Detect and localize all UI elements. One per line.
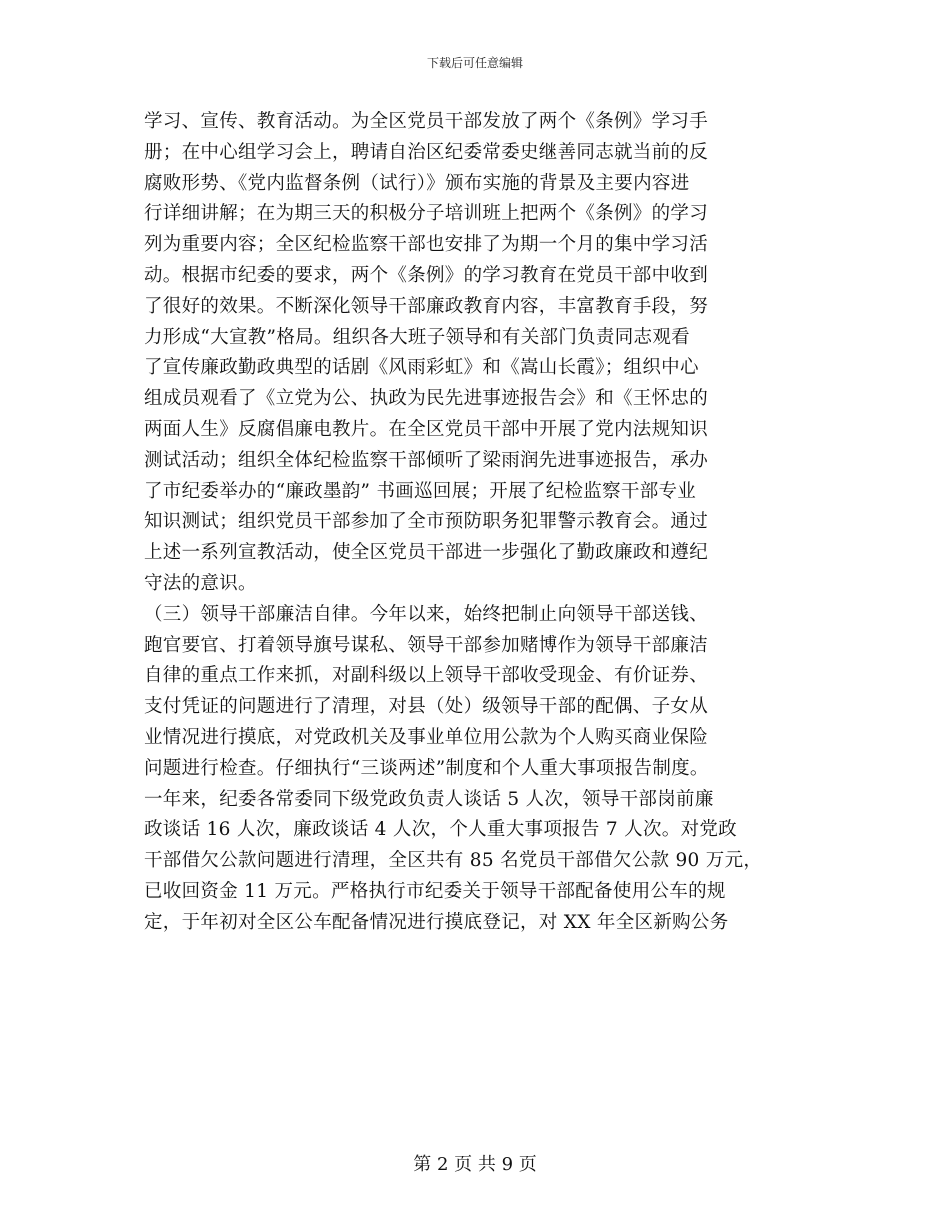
text-line: 了宣传廉政勤政典型的话剧《风雨彩虹》和《嵩山长霞》；组织中心	[144, 357, 699, 379]
text-line: 跑官要官、打着领导旗号谋私、领导干部参加赌博作为领导干部廉洁	[144, 634, 709, 656]
text-line: 了很好的效果。不断深化领导干部廉政教育内容，丰富教育手段，努	[144, 295, 709, 317]
text-line: 力形成“大宣教”格局。组织各大班子领导和有关部门负责同志观看	[144, 326, 690, 348]
text-line: 组成员观看了《立党为公、执政为民先进事迹报告会》和《王怀忠的	[144, 388, 709, 410]
text-line: 问题进行检查。仔细执行“三谈两述”制度和个人重大事项报告制度。	[144, 757, 709, 779]
text-line: 测试活动；组织全体纪检监察干部倾听了梁雨润先进事迹报告，承办	[144, 449, 709, 471]
text-line: 守法的意识。	[144, 572, 257, 594]
section-heading-line: （三）领导干部廉洁自律。今年以来，始终把制止向领导干部送钱、	[144, 603, 709, 625]
text-line: 行详细讲解；在为期三天的积极分子培训班上把两个《条例》的学习	[144, 203, 709, 225]
text-line: 知识测试；组织党员干部参加了全市预防职务犯罪警示教育会。通过	[144, 511, 709, 533]
text-line: 定，于年初对全区公车配备情况进行摸底登记，对 XX 年全区新购公务	[144, 911, 729, 933]
text-line: 支付凭证的问题进行了清理，对县（处）级领导干部的配偶、子女从	[144, 696, 709, 718]
text-line: 自律的重点工作来抓，对副科级以上领导干部收受现金、有价证券、	[144, 665, 709, 687]
text-line: 干部借欠公款问题进行清理，全区共有 85 名党员干部借欠公款 90 万元，	[144, 850, 763, 872]
text-line: 业情况进行摸底，对党政机关及事业单位用公款为个人购买商业保险	[144, 726, 709, 748]
body-text	[144, 107, 844, 939]
text-line: 一年来，纪委各常委同下级党政负责人谈话 5 人次，领导干部岗前廉	[144, 788, 714, 810]
text-line: 上述一系列宣教活动，使全区党员干部进一步强化了勤政廉政和遵纪	[144, 542, 709, 564]
text-line: 列为重要内容；全区纪检监察干部也安排了为期一个月的集中学习活	[144, 234, 709, 256]
text-line: 腐败形势、《党内监督条例（试行）》颁布实施的背景及主要内容进	[144, 172, 690, 194]
page-header-note: 下载后可任意编辑	[426, 56, 523, 70]
text-line: 两面人生》反腐倡廉电教片。在全区党员干部中开展了党内法规知识	[144, 418, 709, 440]
text-line: 已收回资金 11 万元。严格执行市纪委关于领导干部配备使用公车的规	[144, 880, 726, 902]
text-line: 学习、宣传、教育活动。为全区党员干部发放了两个《条例》学习手	[144, 111, 709, 132]
text-line: 动。根据市纪委的要求，两个《条例》的学习教育在党员干部中收到	[144, 264, 709, 286]
text-line: 册；在中心组学习会上，聘请自治区纪委常委史继善同志就当前的反	[144, 141, 709, 163]
text-line: 政谈话 16 人次，廉政谈话 4 人次，个人重大事项报告 7 人次。对党政	[144, 819, 737, 841]
page-number: 第 2 页 共 9 页	[413, 1154, 537, 1175]
text-line: 了市纪委举办的“廉政墨韵” 书画巡回展；开展了纪检监察干部专业	[144, 480, 697, 502]
